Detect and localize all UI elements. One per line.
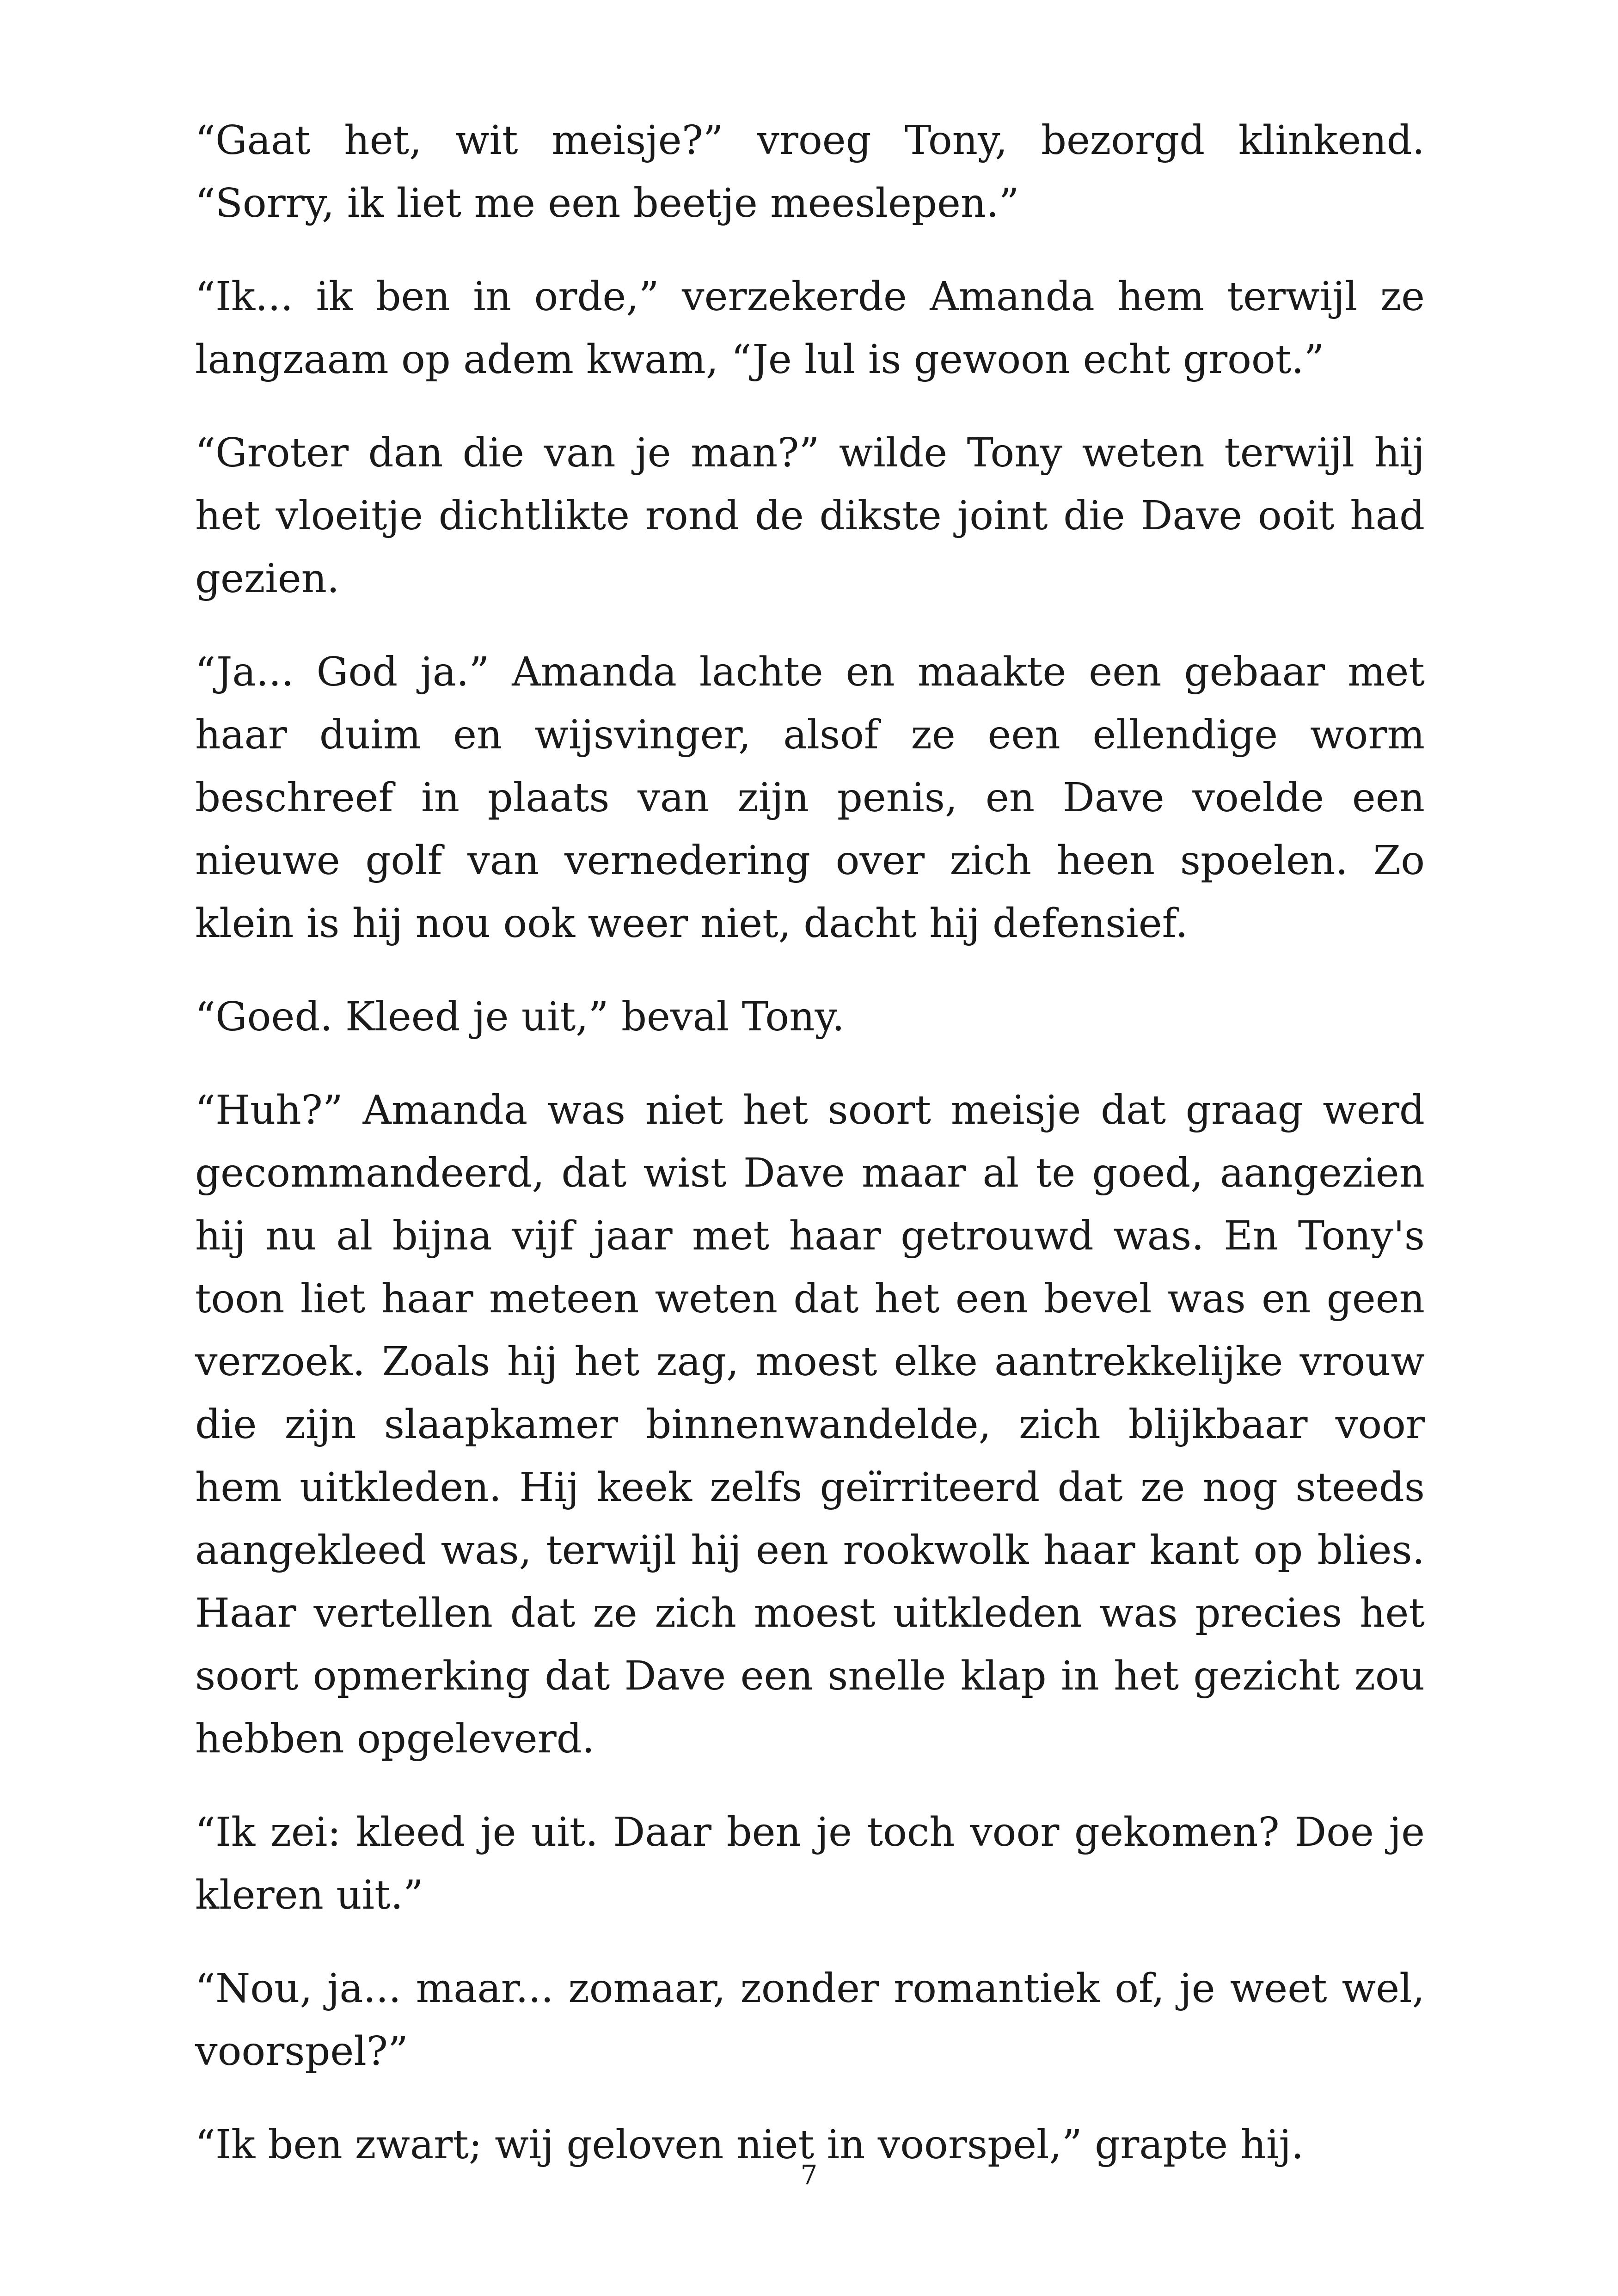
paragraph-5: “Goed. Kleed je uit,” beval Tony. xyxy=(195,994,845,1040)
paragraph-6: “Huh?” Amanda was niet het soort meisje dat graag werd gecommandeerd, dat wist Dave maar al te goed, aangezien hij nu al bijna vijf jaar met haar getrouwd was. En Tony's toon liet haar meteen weten dat het een bevel was en geen verzoek. Zoals hij het zag, moest elke aantrekkelijke vrouw die zijn slaapkamer binnenwandelde, zich blijkbaar voor hem uitkleden. Hij keek zelfs geïrriteerd dat ze nog steeds aangekleed was, terwijl hij een rookwolk haar kant op blies. Haar vertellen dat ze zich moest uitkleden was precies het soort opmerking dat Dave een snelle klap in het gezicht zou hebben opgeleverd. xyxy=(195,1087,1425,1762)
paragraph-7: “Ik zei: kleed je uit. Daar ben je toch voor gekomen? Doe je kleren uit.” xyxy=(195,1809,1425,1918)
paragraph-3: “Groter dan die van je man?” wilde Tony weten terwijl hij het vloeitje dichtlikte rond de dikste joint die Dave ooit had gezien. xyxy=(195,430,1425,602)
paragraph-8: “Nou, ja... maar... zomaar, zonder romantiek of, je weet wel, voorspel?” xyxy=(195,1965,1425,2075)
body-text xyxy=(195,109,1425,2207)
paragraph-9: “Ik ben zwart; wij geloven niet in voorspel,” grapte hij. xyxy=(195,2122,1304,2168)
paragraph-4: “Ja... God ja.” Amanda lachte en maakte een gebaar met haar duim en wijsvinger, alsof ze een ellendige worm beschreef in plaats van zijn penis, en Dave voelde een nieuwe golf van vernedering over zich heen spoelen. Zo klein is hij nou ook weer niet, dacht hij defensief. xyxy=(195,649,1425,947)
paragraph-1: “Gaat het, wit meisje?” vroeg Tony, bezorgd klinkend. “Sorry, ik liet me een beetje meeslepen.” xyxy=(195,117,1425,227)
page-number: 7 xyxy=(800,2159,818,2191)
paragraph-2: “Ik... ik ben in orde,” verzekerde Amanda hem terwijl ze langzaam op adem kwam, “Je lul is gewoon echt groot.” xyxy=(195,274,1425,383)
